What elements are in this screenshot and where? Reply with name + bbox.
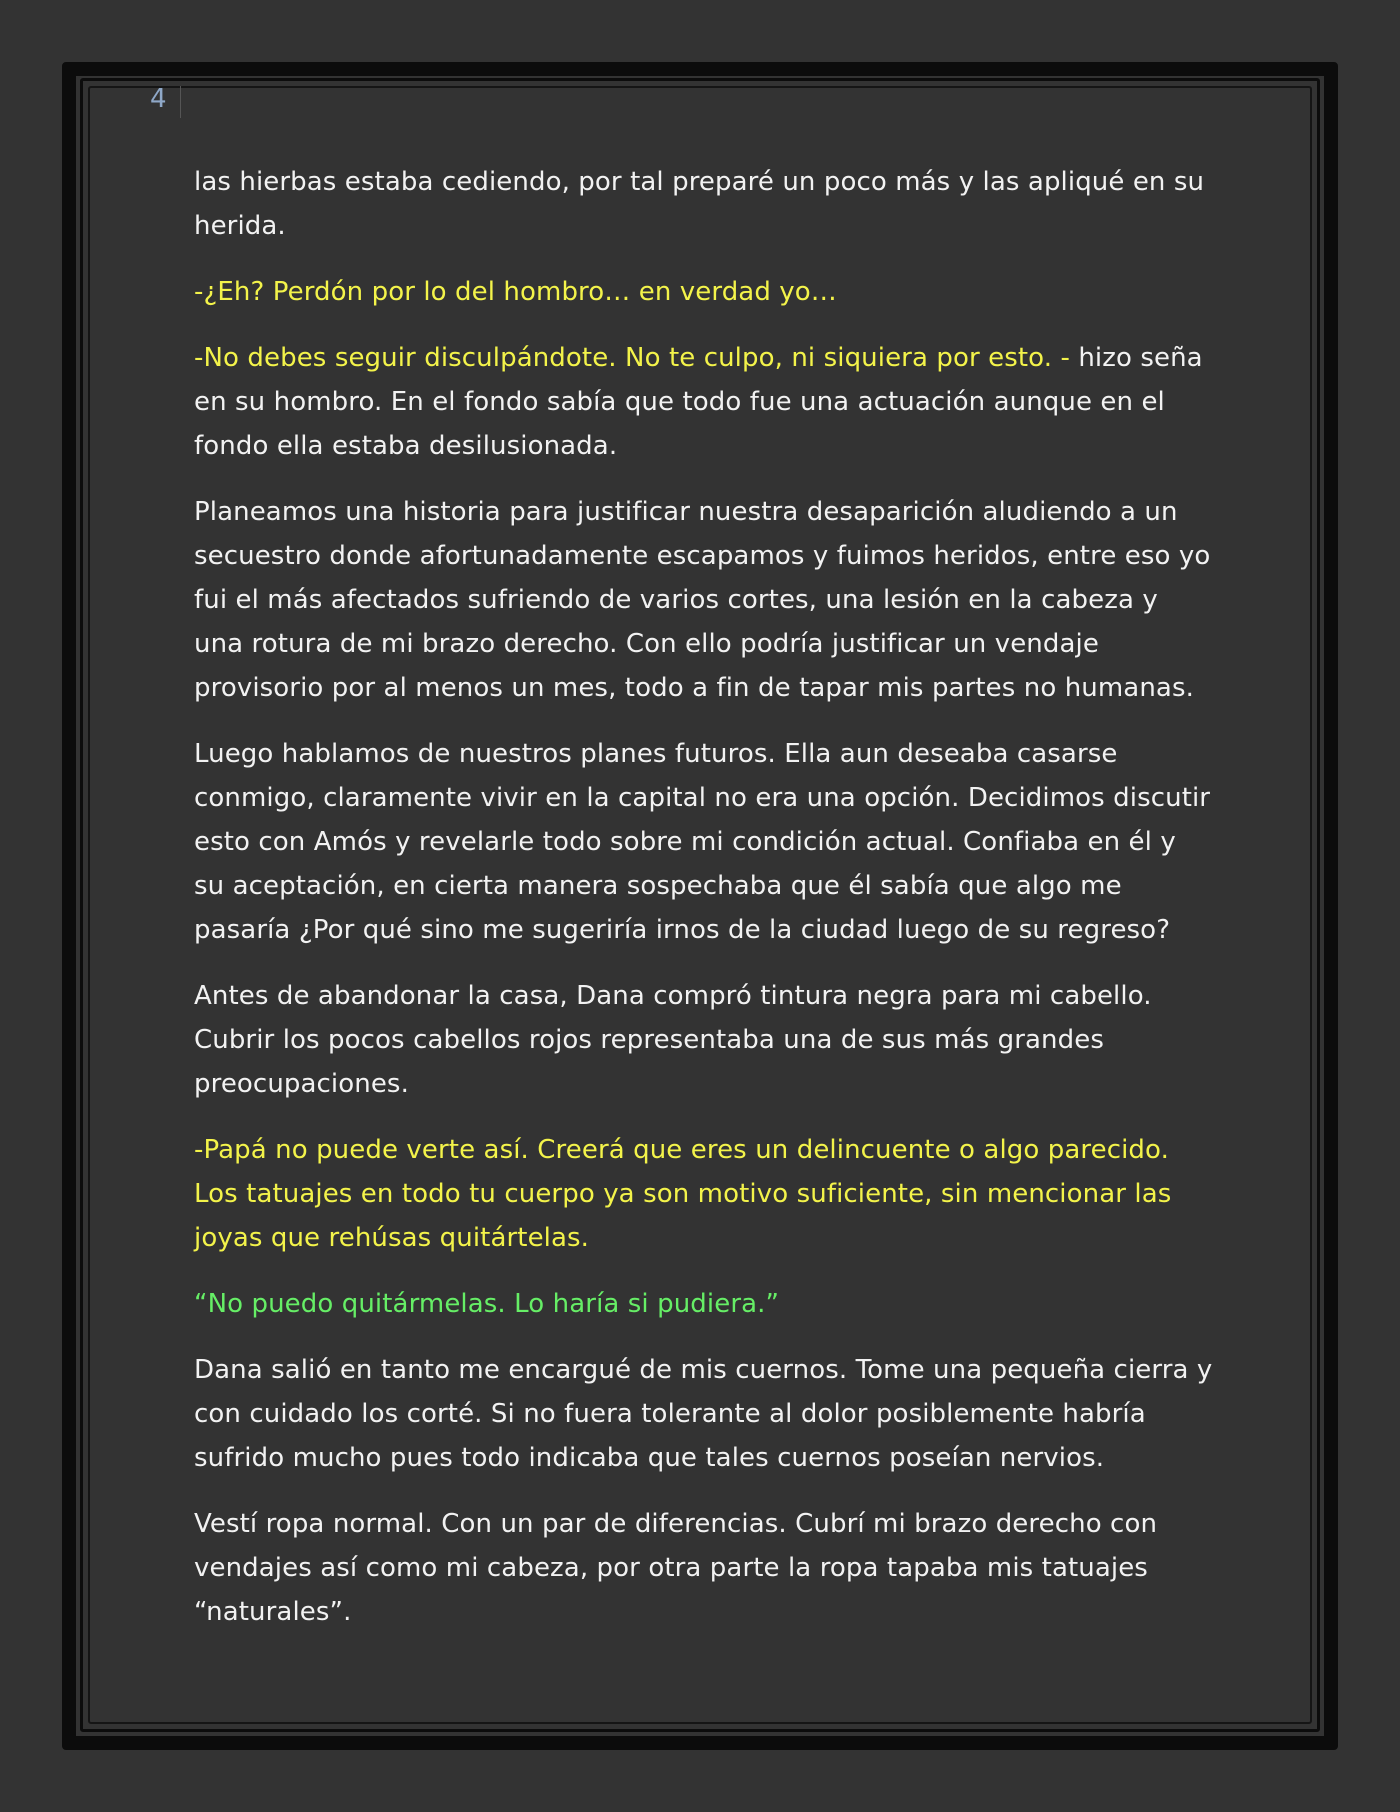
paragraph-mixed: [194, 336, 1214, 468]
dialogue-span: -No debes seguir disculpándote. No te culpo, ni siquiera por esto. -: [194, 343, 1079, 373]
narration-span: hizo seña en su hombro. En el fondo sabía que todo fue una actuación aunque en el fondo ella estaba desilusionada.: [194, 343, 1203, 461]
page-number-divider: [180, 86, 181, 118]
paragraph-narration: Dana salió en tanto me encargué de mis cuernos. Tome una pequeña cierra y con cuidado los corté. Si no fuera tolerante al dolor posiblemente habría sufrido mucho pues todo indicaba que tales cuernos poseían nervios.: [194, 1355, 1213, 1473]
document-body: [194, 160, 1214, 1656]
paragraph-narration: Luego hablamos de nuestros planes futuros. Ella aun deseaba casarse conmigo, claramente vivir en la capital no era una opción. Decidimos discutir esto con Amós y revelarle todo sobre mi condición actual. Confiaba en él y su aceptación, en cierta manera sospechaba que él sabía que algo me pasaría ¿Por qué sino me sugeriría irnos de la ciudad luego de su regreso?: [194, 739, 1211, 945]
paragraph-thought: “No puedo quitármelas. Lo haría si pudiera.”: [194, 1289, 780, 1319]
paragraph-narration: Vestí ropa normal. Con un par de diferencias. Cubrí mi brazo derecho con vendajes así como mi cabeza, por otra parte la ropa tapaba mis tatuajes “naturales”.: [194, 1509, 1158, 1627]
paragraph-narration: Antes de abandonar la casa, Dana compró tintura negra para mi cabello. Cubrir los pocos cabellos rojos representaba una de sus más grandes preocupaciones.: [194, 981, 1152, 1099]
page-number: 4: [150, 84, 167, 114]
paragraph-narration: las hierbas estaba cediendo, por tal preparé un poco más y las apliqué en su herida.: [194, 167, 1205, 241]
paragraph-dialogue: -¿Eh? Perdón por lo del hombro… en verdad yo…: [194, 277, 837, 307]
paragraph-narration: Planeamos una historia para justificar nuestra desaparición aludiendo a un secuestro donde afortunadamente escapamos y fuimos heridos, entre eso yo fui el más afectados sufriendo de varios cortes, una lesión en la cabeza y una rotura de mi brazo derecho. Con ello podría justificar un vendaje provisorio por al menos un mes, todo a fin de tapar mis partes no humanas.: [194, 497, 1211, 703]
paragraph-dialogue: -Papá no puede verte así. Creerá que eres un delincuente o algo parecido. Los tatuajes en todo tu cuerpo ya son motivo suficiente, sin mencionar las joyas que rehúsas quitártelas.: [194, 1135, 1172, 1253]
